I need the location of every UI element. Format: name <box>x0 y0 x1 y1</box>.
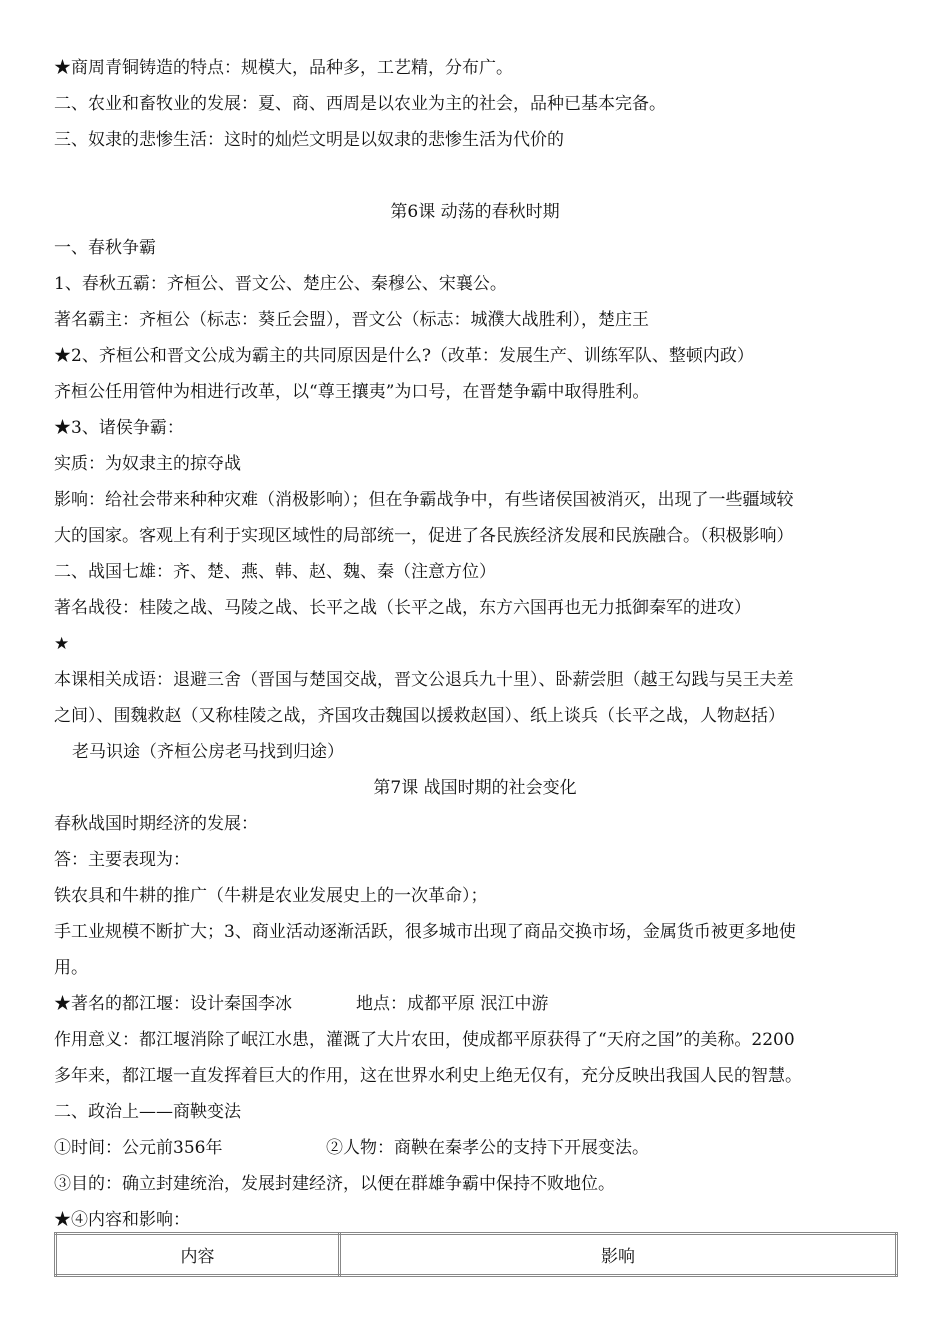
text-line: 齐桓公任用管仲为相进行改革，以“尊王攘夷”为口号，在晋楚争霸中取得胜利。 <box>54 382 650 402</box>
section-heading: 二、政治上——商鞅变法 <box>54 1102 241 1122</box>
section-heading: 一、春秋争霸 <box>54 238 156 258</box>
text-line: 之间）、围魏救赵（又称桂陵之战，齐国攻击魏国以援救赵国）、纸上谈兵（长平之战，人物赵括） <box>54 706 785 726</box>
content-impact-table <box>54 1232 898 1277</box>
text-line: 春秋战国时期经济的发展： <box>54 814 258 834</box>
text-line: 著名霸主：齐桓公（标志：葵丘会盟），晋文公（标志：城濮大战胜利），楚庄王 <box>54 310 649 330</box>
text-line: ★3、诸侯争霸： <box>54 418 184 438</box>
text-line: 大的国家。客观上有利于实现区域性的局部统一，促进了各民族经济发展和民族融合。（积极影响） <box>54 526 794 546</box>
text-line: ★商周青铜铸造的特点：规模大，品种多，工艺精，分布广。 <box>54 58 513 78</box>
text-line: 用。 <box>54 958 88 978</box>
text-line: ①时间：公元前356年 <box>54 1138 223 1158</box>
text-line: 著名战役：桂陵之战、马陵之战、长平之战（长平之战，东方六国再也无力抵御秦军的进攻） <box>54 598 751 618</box>
text-line: 实质：为奴隶主的掠夺战 <box>54 454 241 474</box>
star-mark: ★ <box>54 634 70 654</box>
text-line: 铁农具和牛耕的推广（牛耕是农业发展史上的一次革命）； <box>54 886 488 906</box>
text-line: ③目的：确立封建统治，发展封建经济，以便在群雄争霸中保持不败地位。 <box>54 1174 615 1194</box>
section-heading: 二、战国七雄：齐、楚、燕、韩、赵、魏、秦（注意方位） <box>54 562 496 582</box>
text-line: 手工业规模不断扩大；3、商业活动逐渐活跃，很多城市出现了商品交换市场，金属货币被更多地使 <box>54 922 796 942</box>
table-header-row <box>56 1234 897 1276</box>
lesson-7-heading: 第7课 战国时期的社会变化 <box>373 778 577 798</box>
text-line: 多年来，都江堰一直发挥着巨大的作用，这在世界水利史上绝无仅有，充分反映出我国人民的智慧。 <box>54 1066 802 1086</box>
text-line: 三、奴隶的悲惨生活：这时的灿烂文明是以奴隶的悲惨生活为代价的 <box>54 130 564 150</box>
text-line: ★2、齐桓公和晋文公成为霸主的共同原因是什么?（改革：发展生产、训练军队、整顿内政） <box>54 346 754 366</box>
text-line: ★著名的都江堰：设计秦国李冰 <box>54 994 292 1014</box>
text-line: 1、春秋五霸：齐桓公、晋文公、楚庄公、秦穆公、宋襄公。 <box>54 274 507 294</box>
lesson-6-heading: 第6课 动荡的春秋时期 <box>390 202 560 222</box>
text-line: 本课相关成语：退避三舍（晋国与楚国交战，晋文公退兵九十里）、卧薪尝胆（越王勾践与吴王夫差 <box>54 670 794 690</box>
text-line: ②人物：商鞅在秦孝公的支持下开展变法。 <box>326 1138 649 1158</box>
text-line: ★④内容和影响： <box>54 1210 190 1230</box>
text-line: 答：主要表现为： <box>54 850 190 870</box>
table-header-content: 内容 <box>56 1234 340 1276</box>
table-header-impact: 影响 <box>340 1234 897 1276</box>
text-line: 地点：成都平原 泯江中游 <box>356 994 549 1014</box>
text-line: 老马识途（齐桓公房老马找到归途） <box>72 742 344 762</box>
text-line: 作用意义：都江堰消除了岷江水患，灌溉了大片农田，使成都平原获得了“天府之国”的美称。2200 <box>54 1030 795 1050</box>
text-line: 影响：给社会带来种种灾难（消极影响）；但在争霸战争中，有些诸侯国被消灭，出现了一些疆域较 <box>54 490 794 510</box>
text-line: 二、农业和畜牧业的发展：夏、商、西周是以农业为主的社会，品种已基本完备。 <box>54 94 666 114</box>
